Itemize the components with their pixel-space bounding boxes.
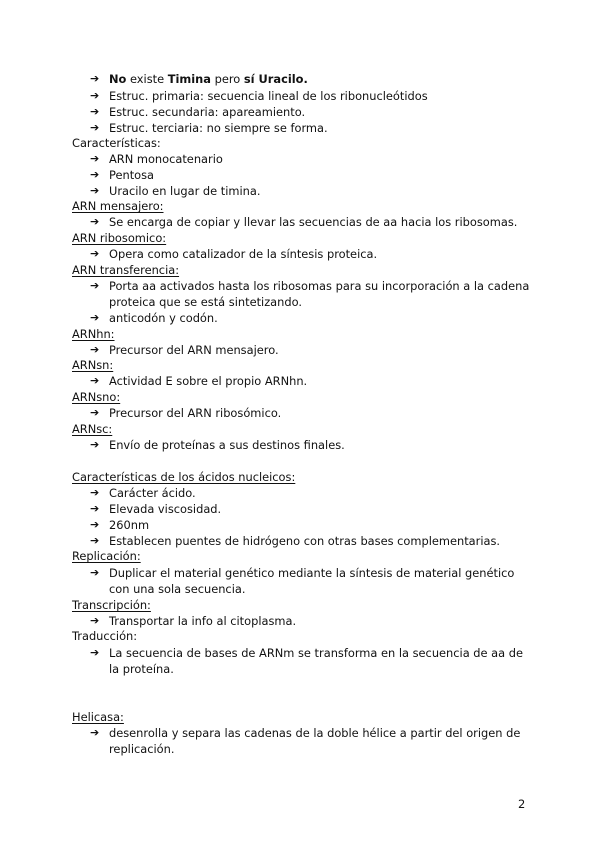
section-heading: ARNhn: xyxy=(72,327,115,341)
list-item: ➔ ARN monocatenario xyxy=(90,152,223,166)
list-item: ➔ anticodón y codón. xyxy=(90,311,218,325)
arrow-icon: ➔ xyxy=(90,726,100,739)
list-item: ➔ Porta aa activados hasta los ribosomas para su incorporación a la cadena proteica que se está sintetizando. xyxy=(90,279,530,309)
arrow-icon: ➔ xyxy=(90,534,100,547)
list-item: ➔ 260nm xyxy=(90,518,150,532)
arrow-icon: ➔ xyxy=(90,121,100,134)
list-item: ➔ Pentosa xyxy=(90,168,155,182)
list-item: ➔ Envío de proteínas a sus destinos finales. xyxy=(90,438,345,452)
section-heading: ARNsc: xyxy=(72,422,113,436)
arrow-icon: ➔ xyxy=(90,311,100,324)
list-item: ➔ La secuencia de bases de ARNm se transforma en la secuencia de aa de la proteína. xyxy=(90,646,523,676)
list-item: ➔ Opera como catalizador de la síntesis proteica. xyxy=(90,247,378,261)
arrow-icon: ➔ xyxy=(90,518,100,531)
list-item: ➔ Estruc. secundaria: apareamiento. xyxy=(90,105,306,119)
list-item: ➔ Duplicar el material genético mediante la síntesis de material genético con una sola secuencia. xyxy=(90,566,515,596)
arrow-icon: ➔ xyxy=(90,343,100,356)
arrow-icon: ➔ xyxy=(90,486,100,499)
section-heading: ARNsn: xyxy=(72,358,114,372)
list-item: ➔ desenrolla y separa las cadenas de la doble hélice a partir del origen de replicación. xyxy=(90,726,521,756)
section-heading: ARNsno: xyxy=(72,390,121,404)
section-heading: Características de los ácidos nucleicos: xyxy=(72,470,296,484)
page-number: 2 xyxy=(518,797,526,811)
list-item: ➔ Estruc. primaria: secuencia lineal de los ribonucleótidos xyxy=(90,89,428,103)
section-heading: ARN ribosomico: xyxy=(72,231,167,245)
list-item: ➔ Precursor del ARN mensajero. xyxy=(90,343,279,357)
arrow-icon: ➔ xyxy=(90,646,100,659)
arrow-icon: ➔ xyxy=(90,279,100,292)
section-heading: ARN mensajero: xyxy=(72,199,164,213)
arrow-icon: ➔ xyxy=(90,406,100,419)
section-label: Características: xyxy=(72,136,161,150)
arrow-icon: ➔ xyxy=(90,215,100,228)
section-label: Traducción: xyxy=(72,629,138,643)
arrow-icon: ➔ xyxy=(90,152,100,165)
section-heading: Replicación: xyxy=(72,549,141,563)
list-item: ➔ Actividad E sobre el propio ARNhn. xyxy=(90,374,308,388)
list-item: ➔ Precursor del ARN ribosómico. xyxy=(90,406,282,420)
arrow-icon: ➔ xyxy=(90,502,100,515)
arrow-icon: ➔ xyxy=(90,614,100,627)
section-heading: Helicasa: xyxy=(72,710,124,724)
arrow-icon: ➔ xyxy=(90,566,100,579)
arrow-icon: ➔ xyxy=(90,72,100,85)
arrow-icon: ➔ xyxy=(90,438,100,451)
list-item: ➔ No existe Timina pero sí Uracilo. xyxy=(90,72,308,86)
arrow-icon: ➔ xyxy=(90,105,100,118)
arrow-icon: ➔ xyxy=(90,184,100,197)
list-item: ➔ Carácter ácido. xyxy=(90,486,196,500)
list-item: ➔ Elevada viscosidad. xyxy=(90,502,222,516)
list-item: ➔ Transportar la info al citoplasma. xyxy=(90,614,297,628)
arrow-icon: ➔ xyxy=(90,168,100,181)
arrow-icon: ➔ xyxy=(90,374,100,387)
list-item: ➔ Uracilo en lugar de timina. xyxy=(90,184,261,198)
list-item: ➔ Se encarga de copiar y llevar las secuencias de aa hacia los ribosomas. xyxy=(90,215,518,229)
list-item: ➔ Estruc. terciaria: no siempre se forma. xyxy=(90,121,328,135)
bold-text: No xyxy=(109,72,127,86)
arrow-icon: ➔ xyxy=(90,89,100,102)
section-heading: Transcripción: xyxy=(72,598,151,612)
bold-text: sí Uracilo. xyxy=(243,72,308,86)
arrow-icon: ➔ xyxy=(90,247,100,260)
bold-text: Timina xyxy=(167,72,211,86)
list-item: ➔ Establecen puentes de hidrógeno con otras bases complementarias. xyxy=(90,534,501,548)
section-heading: ARN transferencia: xyxy=(72,263,180,277)
